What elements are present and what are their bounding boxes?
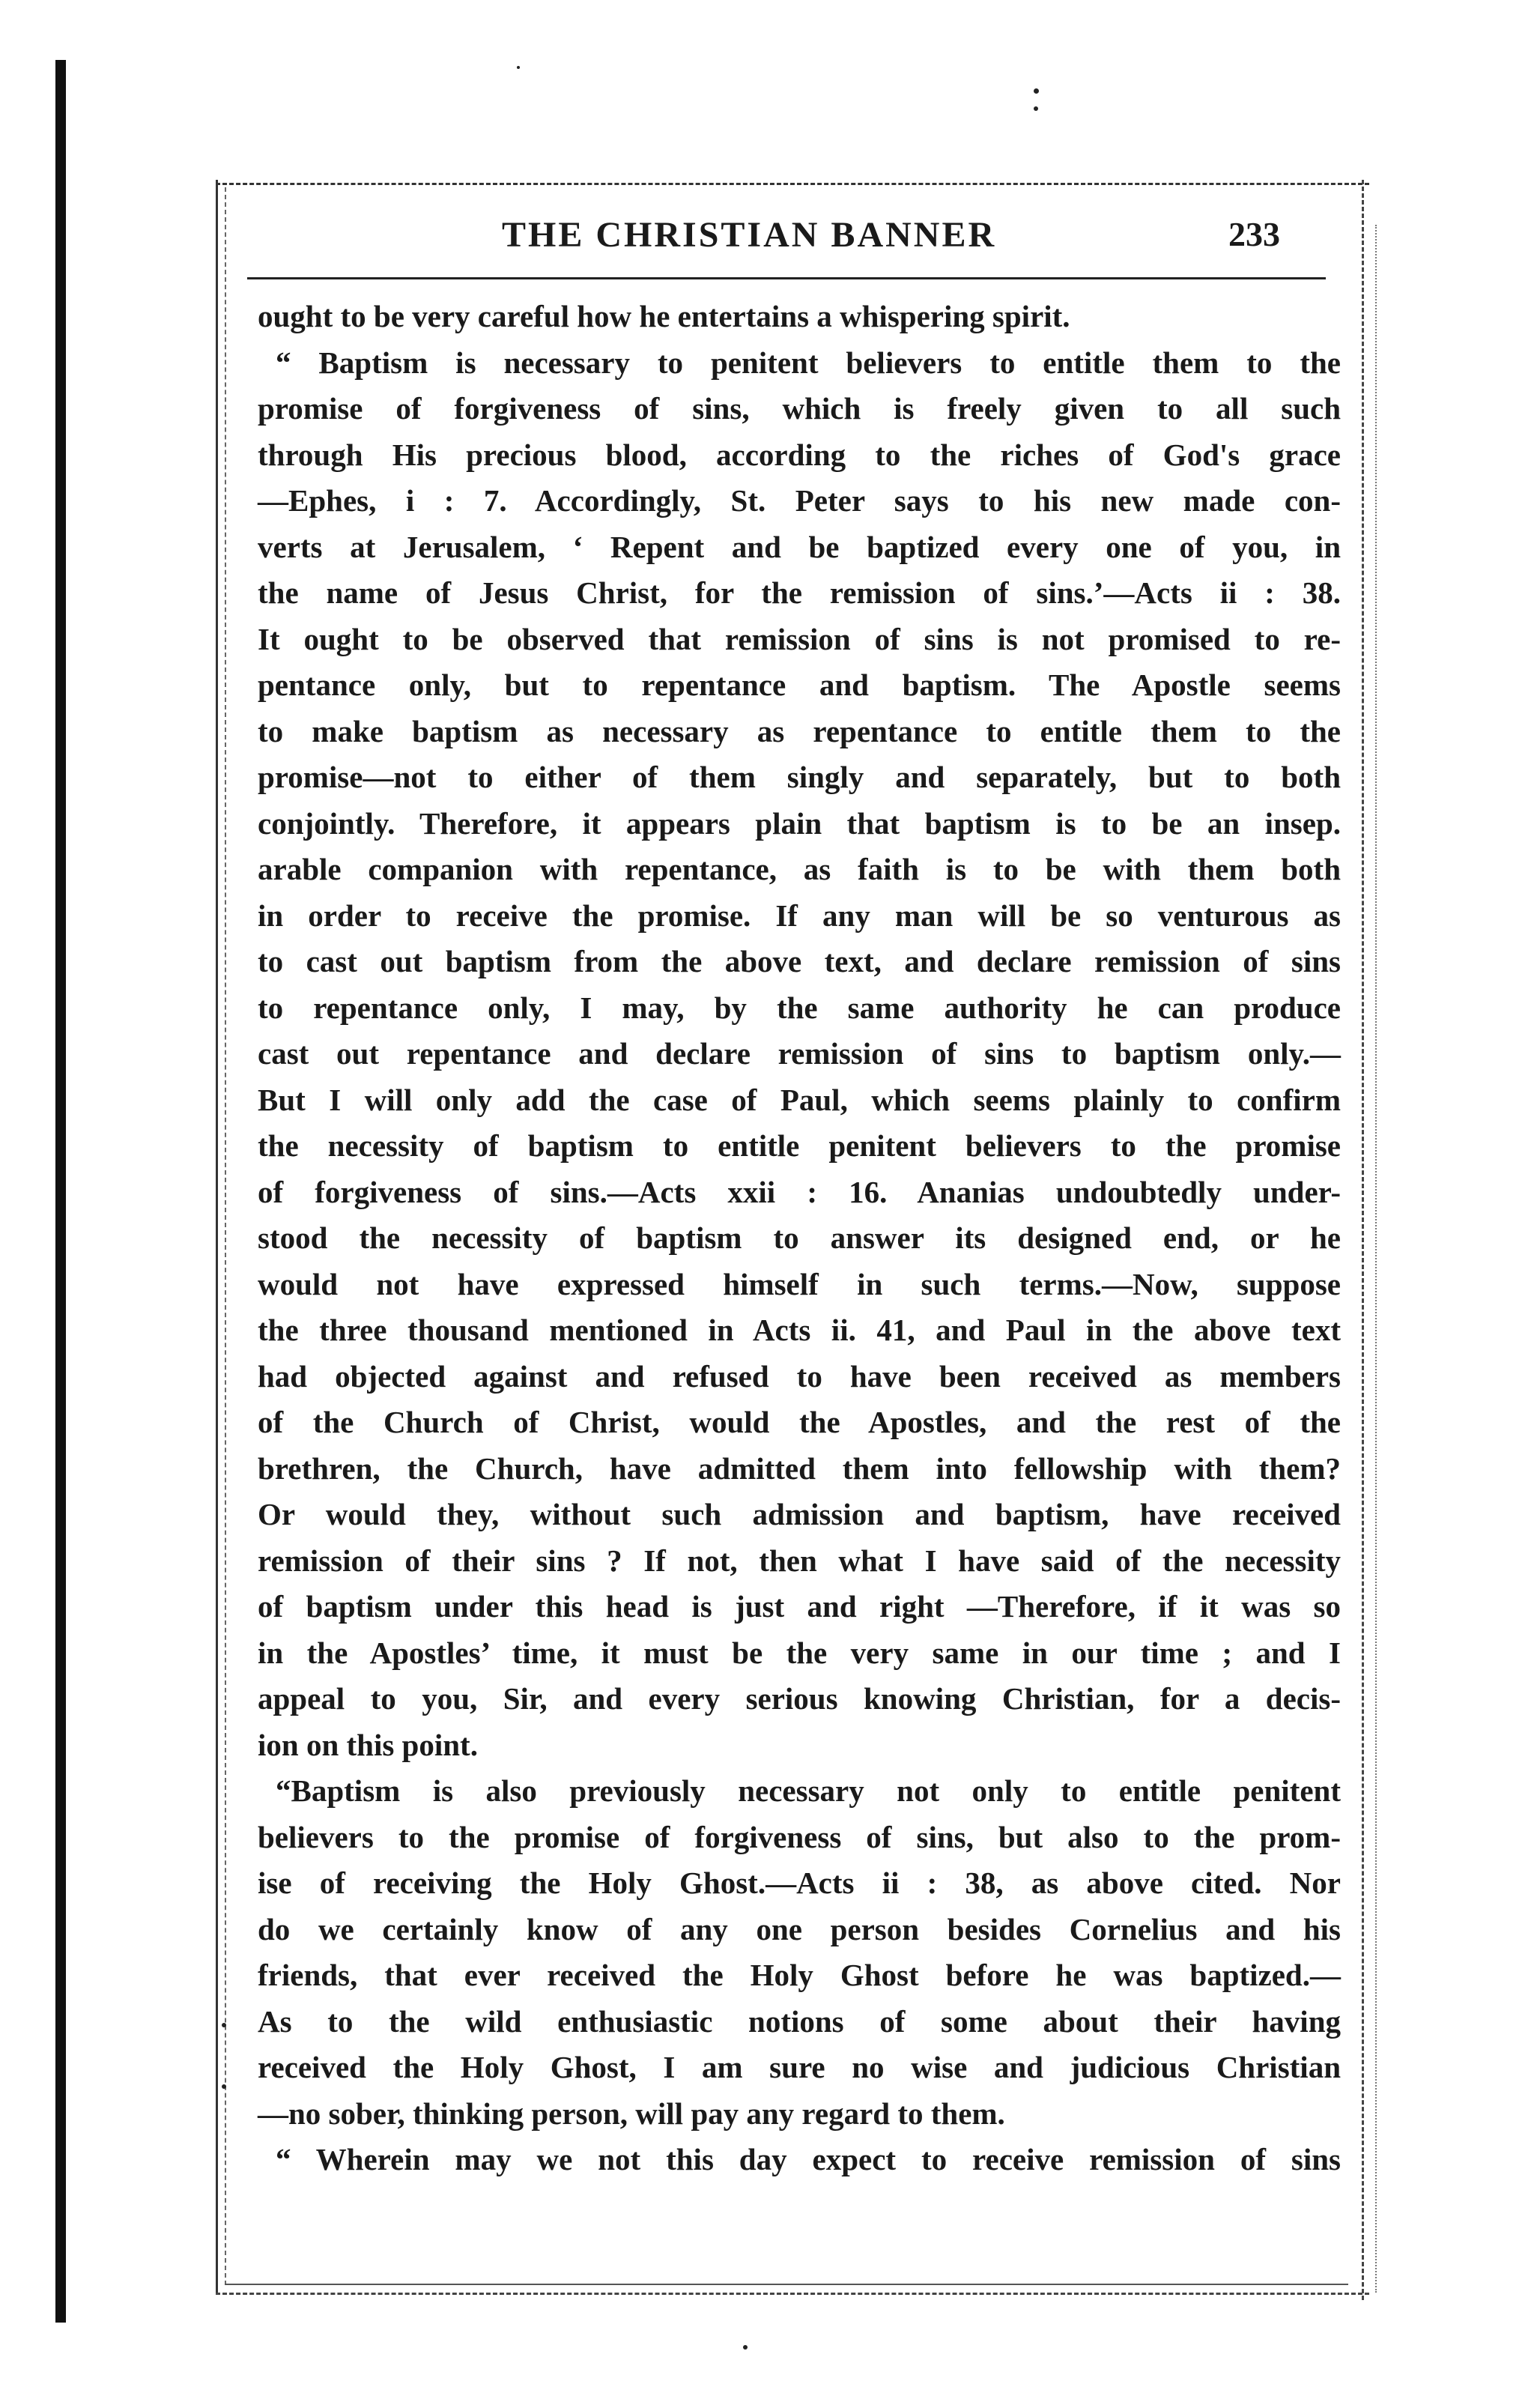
text-line: “ Wherein may we not this day expect to receive remission of sins (276, 2142, 1341, 2176)
text-line: ion on this point. (258, 1727, 478, 1762)
text-line: to cast out baptism from the above text, and declare remission of sins (258, 944, 1341, 978)
text-line: appeal to you, Sir, and every serious knowing Christian, for a decis- (258, 1681, 1341, 1716)
text-line: ought to be very careful how he entertains a whispering spirit. (258, 299, 1070, 333)
binding-edge (55, 60, 66, 2323)
text-line: of baptism under this head is just and right —Therefore, if it was so (258, 1589, 1341, 1624)
text-line: through His precious blood, according to the riches of God's grace (258, 437, 1341, 472)
text-line: It ought to be observed that remission of sins is not promised to re- (258, 621, 1341, 656)
text-line: believers to the promise of forgiveness of sins, but also to the prom- (258, 1819, 1341, 1854)
text-line: “Baptism is also previously necessary not only to entitle penitent (276, 1773, 1341, 1808)
text-line: promise—not to either of them singly and separately, but to both (258, 760, 1341, 794)
page-number: 233 (1228, 215, 1280, 253)
text-line: arable companion with repentance, as faith is to be with them both (258, 852, 1341, 886)
frame-left-inner-rule (225, 187, 226, 2285)
text-line: received the Holy Ghost, I am sure no wise and judicious Christian (258, 2050, 1341, 2084)
text-line: As to the wild enthusiastic notions of some about their having (258, 2003, 1341, 2039)
text-column (258, 294, 1341, 2183)
text-line: remission of their sins ? If not, then what I have said of the necessity (258, 1543, 1341, 1578)
text-line: “ Baptism is necessary to penitent believers to entitle them to the (276, 345, 1341, 380)
text-line: had objected against and refused to have been received as members (258, 1358, 1341, 1394)
frame-right-inner-rule (1375, 225, 1377, 2293)
text-line: verts at Jerusalem, ‘ Repent and be baptized every one of you, in (258, 529, 1341, 564)
text-line: to make baptism as necessary as repentance to entitle them to the (258, 713, 1341, 748)
text-line: —no sober, thinking person, will pay any regard to them. (258, 2096, 1005, 2131)
text-line: ise of receiving the Holy Ghost.—Acts ii : 38, as above cited. Nor (258, 1866, 1341, 1900)
ink-speck (222, 2084, 226, 2089)
text-line: to repentance only, I may, by the same authority he can produce (258, 990, 1341, 1025)
ink-speck (222, 2023, 226, 2027)
running-title: THE CHRISTIAN BANNER (502, 215, 997, 255)
text-line: in the Apostles’ time, it must be the very same in our time ; and I (258, 1635, 1341, 1670)
ink-speck (1034, 106, 1038, 111)
text-line: of the Church of Christ, would the Apostles, and the rest of the (258, 1405, 1341, 1439)
text-line: stood the necessity of baptism to answer its designed end, or he (258, 1220, 1341, 1255)
text-line: the name of Jesus Christ, for the remission of sins.’—Acts ii : 38. (258, 575, 1341, 610)
frame-top-rule (216, 183, 1369, 185)
header-rule (247, 277, 1326, 279)
text-line: pentance only, but to repentance and baptism. The Apostle seems (258, 668, 1341, 702)
text-line: conjointly. Therefore, it appears plain that baptism is to be an insep. (258, 805, 1341, 841)
text-line: But I will only add the case of Paul, which seems plainly to confirm (258, 1082, 1341, 1117)
text-line: would not have expressed himself in such terms.—Now, suppose (258, 1266, 1341, 1301)
frame-right-rule (1362, 180, 1364, 2300)
text-line: brethren, the Church, have admitted them into fellowship with them? (258, 1450, 1341, 1486)
text-line: —Ephes, i : 7. Accordingly, St. Peter says to his new made con- (258, 483, 1341, 518)
text-line: promise of forgiveness of sins, which is freely given to all such (258, 391, 1341, 426)
frame-left-rule (216, 180, 218, 2293)
frame-bottom-rule (216, 2293, 1369, 2295)
page-header (240, 214, 1348, 259)
text-line: friends, that ever received the Holy Ghost before he was baptized.— (258, 1958, 1341, 1992)
text-line: the three thousand mentioned in Acts ii. 41, and Paul in the above text (258, 1313, 1341, 1347)
text-line: in order to receive the promise. If any man will be so venturous as (258, 898, 1341, 933)
text-line: cast out repentance and declare remission of sins to baptism only.— (258, 1036, 1341, 1071)
text-line: of forgiveness of sins.—Acts xxii : 16. Ananias undoubtedly under- (258, 1174, 1341, 1209)
text-line: Or would they, without such admission and baptism, have received (258, 1497, 1341, 1531)
text-line: do we certainly know of any one person besides Cornelius and his (258, 1911, 1341, 1946)
text-line: the necessity of baptism to entitle penitent believers to the promise (258, 1128, 1341, 1163)
ink-speck (743, 2345, 748, 2350)
frame-bottom-inner-rule (225, 2284, 1348, 2285)
ink-speck (517, 66, 520, 69)
ink-speck (1034, 88, 1039, 94)
